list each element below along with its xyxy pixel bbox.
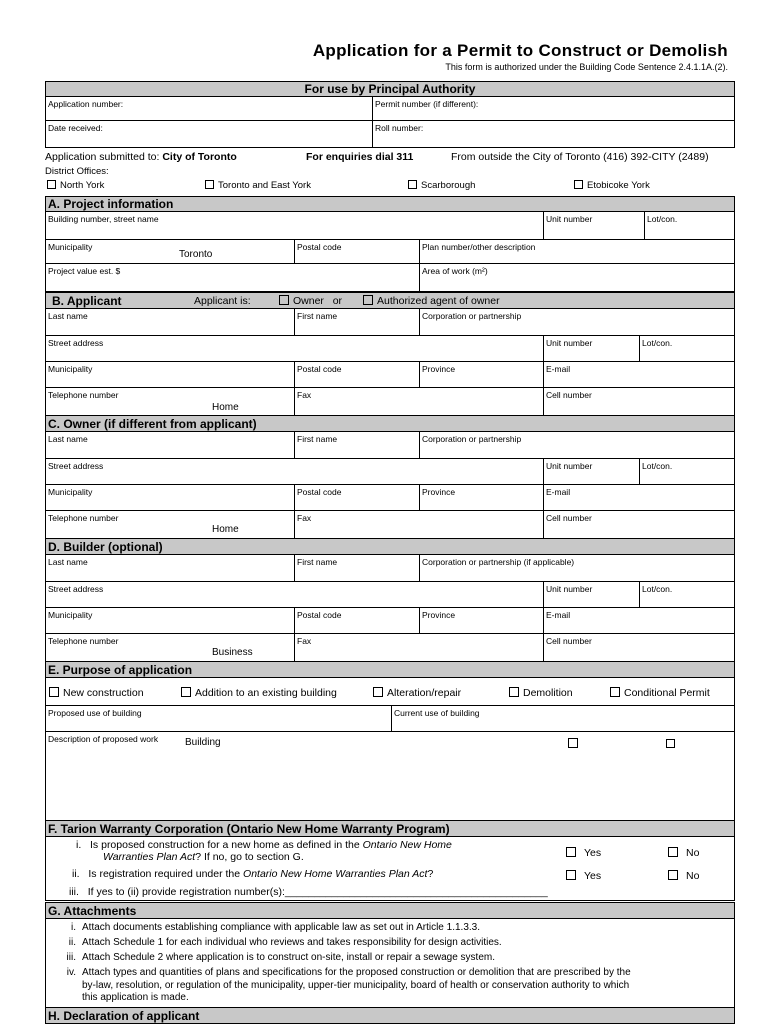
- q1-text: Is proposed construction for a new home as defined in the: [90, 839, 363, 851]
- owner-fax[interactable]: [294, 511, 543, 538]
- owner-province[interactable]: [419, 485, 543, 510]
- owner-row-3: [45, 484, 735, 511]
- section-f-header: [45, 820, 735, 837]
- builder-row-3: [45, 607, 735, 634]
- no-label: No: [686, 847, 700, 859]
- tarion-q2: [72, 868, 433, 880]
- owner-postal-code[interactable]: [294, 485, 419, 510]
- applicant-postal-code[interactable]: [294, 362, 419, 387]
- tarion-questions: [45, 836, 735, 901]
- section-g-header: [45, 902, 735, 919]
- attachment-item: [54, 937, 502, 948]
- section-g-heading: G. Attachments: [48, 904, 137, 918]
- email-label: E-mail: [546, 610, 571, 620]
- unit-number-label: Unit number: [546, 461, 593, 471]
- applicant-row-3: [45, 361, 735, 388]
- section-e-heading: E. Purpose of application: [48, 663, 193, 677]
- use-row: [45, 705, 735, 732]
- section-c-header: [45, 415, 735, 432]
- yes-label: Yes: [584, 870, 602, 882]
- description-label: Description of proposed work: [48, 734, 159, 744]
- authority-row-1: [45, 96, 735, 121]
- attachment-item: [54, 922, 480, 933]
- office-label: North York: [60, 180, 105, 191]
- option-label: Addition to an existing building: [195, 687, 337, 699]
- municipality-label: Municipality: [48, 610, 93, 620]
- purpose-options-row: [45, 677, 735, 706]
- q1-yes[interactable]: [566, 847, 601, 859]
- owner-telephone[interactable]: [46, 511, 294, 538]
- building-number-field[interactable]: [46, 212, 543, 239]
- applicant-lot-con[interactable]: [639, 336, 734, 361]
- street-address-label: Street address: [48, 584, 104, 594]
- owner-label: Owner: [293, 295, 324, 307]
- purpose-new-construction[interactable]: [49, 687, 144, 699]
- office-etobicoke-york[interactable]: [574, 180, 650, 191]
- applicant-is-label: Applicant is:: [194, 295, 251, 307]
- checkbox[interactable]: [363, 295, 373, 305]
- checkbox[interactable]: [668, 870, 678, 880]
- q1-number: i.: [76, 839, 82, 851]
- item-text: Attach Schedule 1 for each individual who reviews and takes responsibility for design activities.: [82, 937, 502, 948]
- item-number: iv.: [66, 967, 76, 978]
- applicant-last-name[interactable]: [46, 309, 294, 335]
- last-name-label: Last name: [48, 311, 88, 321]
- applicant-owner-option[interactable]: [279, 293, 342, 309]
- checkbox[interactable]: [373, 687, 383, 697]
- lot-con-label: Lot/con.: [642, 584, 673, 594]
- section-f-heading: F. Tarion Warranty Corporation (Ontario New Home Warranty Program): [48, 822, 450, 836]
- builder-postal-code[interactable]: [294, 608, 419, 633]
- first-name-label: First name: [297, 311, 338, 321]
- attachment-item-cont: this application is made.: [82, 992, 189, 1003]
- roll-number-field[interactable]: [372, 121, 734, 147]
- authority-heading: For use by Principal Authority: [304, 82, 476, 96]
- checkbox[interactable]: [668, 847, 678, 857]
- postal-code-label: Postal code: [297, 364, 342, 374]
- option-label: Conditional Permit: [624, 687, 710, 699]
- unit-number-label: Unit number: [546, 338, 593, 348]
- item-number: iii.: [66, 952, 76, 963]
- postal-code-field[interactable]: [294, 240, 419, 263]
- q1-text-cont: ? If no, go to section G.: [195, 851, 304, 863]
- permit-number-field[interactable]: [372, 97, 734, 120]
- q2-text: Is registration required under the: [88, 868, 244, 880]
- builder-cell[interactable]: [543, 634, 734, 661]
- home-label: Home: [212, 402, 239, 413]
- unit-number-label: Unit number: [546, 584, 593, 594]
- office-label: Toronto and East York: [218, 180, 311, 191]
- purpose-alteration[interactable]: [373, 687, 461, 699]
- authority-row-2: [45, 120, 735, 148]
- province-label: Province: [422, 364, 456, 374]
- checkbox[interactable]: [205, 180, 214, 189]
- province-label: Province: [422, 610, 456, 620]
- corporation-label: Corporation or partnership: [422, 311, 522, 321]
- section-b-heading: B. Applicant: [52, 294, 122, 308]
- item-text: Attach types and quantities of plans and specifications for the proposed construction or demolition that are prescribed by the: [82, 967, 631, 978]
- applicant-cell[interactable]: [543, 388, 734, 415]
- section-h-heading: H. Declaration of applicant: [48, 1009, 200, 1023]
- proposed-use-field[interactable]: [46, 706, 391, 731]
- permit-number-label: Permit number (if different):: [375, 99, 479, 109]
- business-label: Business: [212, 647, 253, 658]
- section-b-header: [45, 292, 735, 309]
- area-of-work-field[interactable]: [419, 264, 734, 291]
- postal-code-label: Postal code: [297, 610, 342, 620]
- office-north-york[interactable]: [47, 180, 104, 191]
- applicant-province[interactable]: [419, 362, 543, 387]
- checkbox[interactable]: [509, 687, 519, 697]
- q1-act-name-cont: Warranties Plan Act: [103, 851, 196, 863]
- lot-con-field[interactable]: [644, 212, 734, 239]
- proposed-use-label: Proposed use of building: [48, 708, 142, 718]
- project-row-2: [45, 239, 735, 264]
- section-e-header: [45, 661, 735, 678]
- q2-number: ii.: [72, 868, 80, 880]
- form-title: Application for a Permit to Construct or Demolish: [312, 41, 728, 60]
- owner-street-address[interactable]: [46, 459, 543, 484]
- section-c-heading: C. Owner (if different from applicant): [48, 417, 257, 431]
- cell-number-label: Cell number: [546, 636, 592, 646]
- owner-row-4: [45, 510, 735, 539]
- project-value-label: Project value est. $: [48, 266, 121, 276]
- builder-last-name[interactable]: [46, 555, 294, 581]
- checkbox[interactable]: [279, 295, 289, 305]
- municipality-label: Municipality: [48, 364, 93, 374]
- applicant-corporation[interactable]: [419, 309, 734, 335]
- builder-row-2: [45, 581, 735, 608]
- purpose-addition[interactable]: [181, 687, 337, 699]
- area-of-work-label: Area of work (m²): [422, 266, 488, 276]
- attachment-item-cont: by-law, resolution, or regulation of the municipality, upper-tier municipality, board of health or conservation authority to which: [82, 980, 630, 991]
- owner-unit-number[interactable]: [543, 459, 639, 484]
- option-label: Alteration/repair: [387, 687, 462, 699]
- plan-number-field[interactable]: [419, 240, 734, 263]
- email-label: E-mail: [546, 487, 571, 497]
- description-checkbox-1[interactable]: [568, 738, 578, 748]
- builder-first-name[interactable]: [294, 555, 419, 581]
- lot-con-label: Lot/con.: [642, 338, 673, 348]
- builder-province[interactable]: [419, 608, 543, 633]
- builder-unit-number[interactable]: [543, 582, 639, 607]
- builder-row-4: [45, 633, 735, 662]
- applicant-agent-option[interactable]: [363, 293, 500, 309]
- authority-header: [45, 81, 735, 97]
- project-value-field[interactable]: [46, 264, 419, 291]
- checkbox[interactable]: [181, 687, 191, 697]
- item-text: Attach documents establishing compliance with applicable law as set out in Article 1.1.3.3.: [82, 922, 480, 933]
- postal-code-label: Postal code: [297, 242, 342, 252]
- builder-municipality[interactable]: [46, 608, 294, 633]
- option-label: New construction: [63, 687, 144, 699]
- owner-first-name[interactable]: [294, 432, 419, 458]
- owner-municipality[interactable]: [46, 485, 294, 510]
- submitted-to-value: City of Toronto: [162, 151, 237, 163]
- q3-number: iii.: [69, 886, 79, 898]
- section-h-header: [45, 1007, 735, 1024]
- telephone-label: Telephone number: [48, 636, 119, 646]
- owner-cell[interactable]: [543, 511, 734, 538]
- owner-row-1: [45, 431, 735, 459]
- lot-con-label: Lot/con.: [642, 461, 673, 471]
- date-received-label: Date received:: [48, 123, 103, 133]
- attachments-list: [45, 918, 735, 1008]
- q2-text-end: ?: [427, 868, 434, 880]
- builder-fax[interactable]: [294, 634, 543, 661]
- office-scarborough[interactable]: [408, 180, 475, 191]
- outside-toronto-line: From outside the City of Toronto (416) 392-CITY (2489): [451, 151, 709, 163]
- checkbox[interactable]: [566, 870, 576, 880]
- no-label: No: [686, 870, 700, 882]
- or-label: or: [332, 295, 343, 307]
- submitted-to: [45, 151, 237, 163]
- province-label: Province: [422, 487, 456, 497]
- q2-no[interactable]: [668, 870, 699, 882]
- checkbox[interactable]: [610, 687, 620, 697]
- section-d-header: [45, 538, 735, 555]
- form-authority-note: This form is authorized under the Building Code Sentence 2.4.1.1A.(2).: [445, 62, 728, 72]
- cell-number-label: Cell number: [546, 513, 592, 523]
- home-label: Home: [212, 524, 239, 535]
- applicant-street-address[interactable]: [46, 336, 543, 361]
- unit-number-field[interactable]: [543, 212, 644, 239]
- builder-email[interactable]: [543, 608, 734, 633]
- tarion-q3: [69, 886, 548, 898]
- section-a-header: [45, 196, 735, 212]
- project-row-1: [45, 211, 735, 240]
- applicant-email[interactable]: [543, 362, 734, 387]
- section-d-heading: D. Builder (optional): [48, 540, 163, 554]
- fax-label: Fax: [297, 636, 312, 646]
- project-row-3: [45, 263, 735, 292]
- municipality-label: Municipality: [48, 487, 93, 497]
- checkbox[interactable]: [566, 847, 576, 857]
- district-offices-label: District Offices:: [45, 166, 109, 177]
- unit-number-label: Unit number: [546, 214, 593, 224]
- applicant-municipality[interactable]: [46, 362, 294, 387]
- office-label: Scarborough: [421, 180, 476, 191]
- builder-telephone[interactable]: [46, 634, 294, 661]
- municipality-value: Toronto: [179, 249, 213, 260]
- purpose-conditional-permit[interactable]: [610, 687, 710, 699]
- tarion-q1: [76, 839, 452, 851]
- applicant-first-name[interactable]: [294, 309, 419, 335]
- builder-lot-con[interactable]: [639, 582, 734, 607]
- owner-lot-con[interactable]: [639, 459, 734, 484]
- current-use-label: Current use of building: [394, 708, 480, 718]
- purpose-demolition[interactable]: [509, 687, 573, 699]
- telephone-label: Telephone number: [48, 390, 119, 400]
- description-field[interactable]: [45, 731, 735, 821]
- last-name-label: Last name: [48, 434, 88, 444]
- tarion-q1-cont: [103, 851, 304, 863]
- cell-number-label: Cell number: [546, 390, 592, 400]
- submitted-to-label: Application submitted to:: [45, 151, 160, 163]
- fax-label: Fax: [297, 390, 312, 400]
- email-label: E-mail: [546, 364, 571, 374]
- agent-label: Authorized agent of owner: [377, 295, 500, 307]
- description-value: Building: [185, 737, 221, 748]
- applicant-telephone[interactable]: [46, 388, 294, 415]
- attachment-item: [54, 952, 495, 963]
- applicant-unit-number[interactable]: [543, 336, 639, 361]
- q2-act-name: Ontario New Home Warranties Plan Act: [243, 868, 428, 880]
- option-label: Demolition: [523, 687, 573, 699]
- checkbox[interactable]: [49, 687, 59, 697]
- application-number-label: Application number:: [48, 99, 124, 109]
- roll-number-label: Roll number:: [375, 123, 424, 133]
- first-name-label: First name: [297, 434, 338, 444]
- building-number-label: Building number, street name: [48, 214, 159, 224]
- date-received-field[interactable]: [46, 121, 372, 147]
- q2-yes[interactable]: [566, 870, 601, 882]
- item-number: ii.: [68, 937, 76, 948]
- last-name-label: Last name: [48, 557, 88, 567]
- enquiries-line: For enquiries dial 311: [306, 151, 414, 163]
- lot-con-label: Lot/con.: [647, 214, 678, 224]
- checkbox[interactable]: [574, 180, 583, 189]
- owner-last-name[interactable]: [46, 432, 294, 458]
- municipality-label: Municipality: [48, 242, 93, 252]
- builder-row-1: [45, 554, 735, 582]
- current-use-field[interactable]: [391, 706, 734, 731]
- q1-no[interactable]: [668, 847, 699, 859]
- application-number-field[interactable]: [46, 97, 372, 120]
- office-label: Etobicoke York: [587, 180, 650, 191]
- builder-corporation[interactable]: [419, 555, 734, 581]
- description-checkbox-2[interactable]: [666, 739, 675, 748]
- street-address-label: Street address: [48, 461, 104, 471]
- first-name-label: First name: [297, 557, 338, 567]
- applicant-fax[interactable]: [294, 388, 543, 415]
- item-text: Attach Schedule 2 where application is to construct on-site, install or repair a sewage system.: [82, 952, 495, 963]
- plan-number-label: Plan number/other description: [422, 242, 536, 252]
- corporation-label: Corporation or partnership: [422, 434, 522, 444]
- applicant-row-4: [45, 387, 735, 416]
- corporation-label: Corporation or partnership (if applicable): [422, 557, 575, 567]
- checkbox[interactable]: [408, 180, 417, 189]
- street-address-label: Street address: [48, 338, 104, 348]
- builder-street-address[interactable]: [46, 582, 543, 607]
- fax-label: Fax: [297, 513, 312, 523]
- owner-corporation[interactable]: [419, 432, 734, 458]
- applicant-row-1: [45, 308, 735, 336]
- item-number: i.: [71, 922, 76, 933]
- yes-label: Yes: [584, 847, 602, 859]
- postal-code-label: Postal code: [297, 487, 342, 497]
- attachment-item: [54, 967, 631, 978]
- municipality-field[interactable]: [46, 240, 294, 263]
- q3-text[interactable]: If yes to (ii) provide registration number(s):_____________________________________________: [87, 886, 548, 898]
- section-a-heading: A. Project information: [48, 197, 174, 211]
- owner-email[interactable]: [543, 485, 734, 510]
- telephone-label: Telephone number: [48, 513, 119, 523]
- applicant-row-2: [45, 335, 735, 362]
- q1-act-name: Ontario New Home: [362, 839, 452, 851]
- checkbox[interactable]: [47, 180, 56, 189]
- owner-row-2: [45, 458, 735, 485]
- office-toronto-east-york[interactable]: [205, 180, 311, 191]
